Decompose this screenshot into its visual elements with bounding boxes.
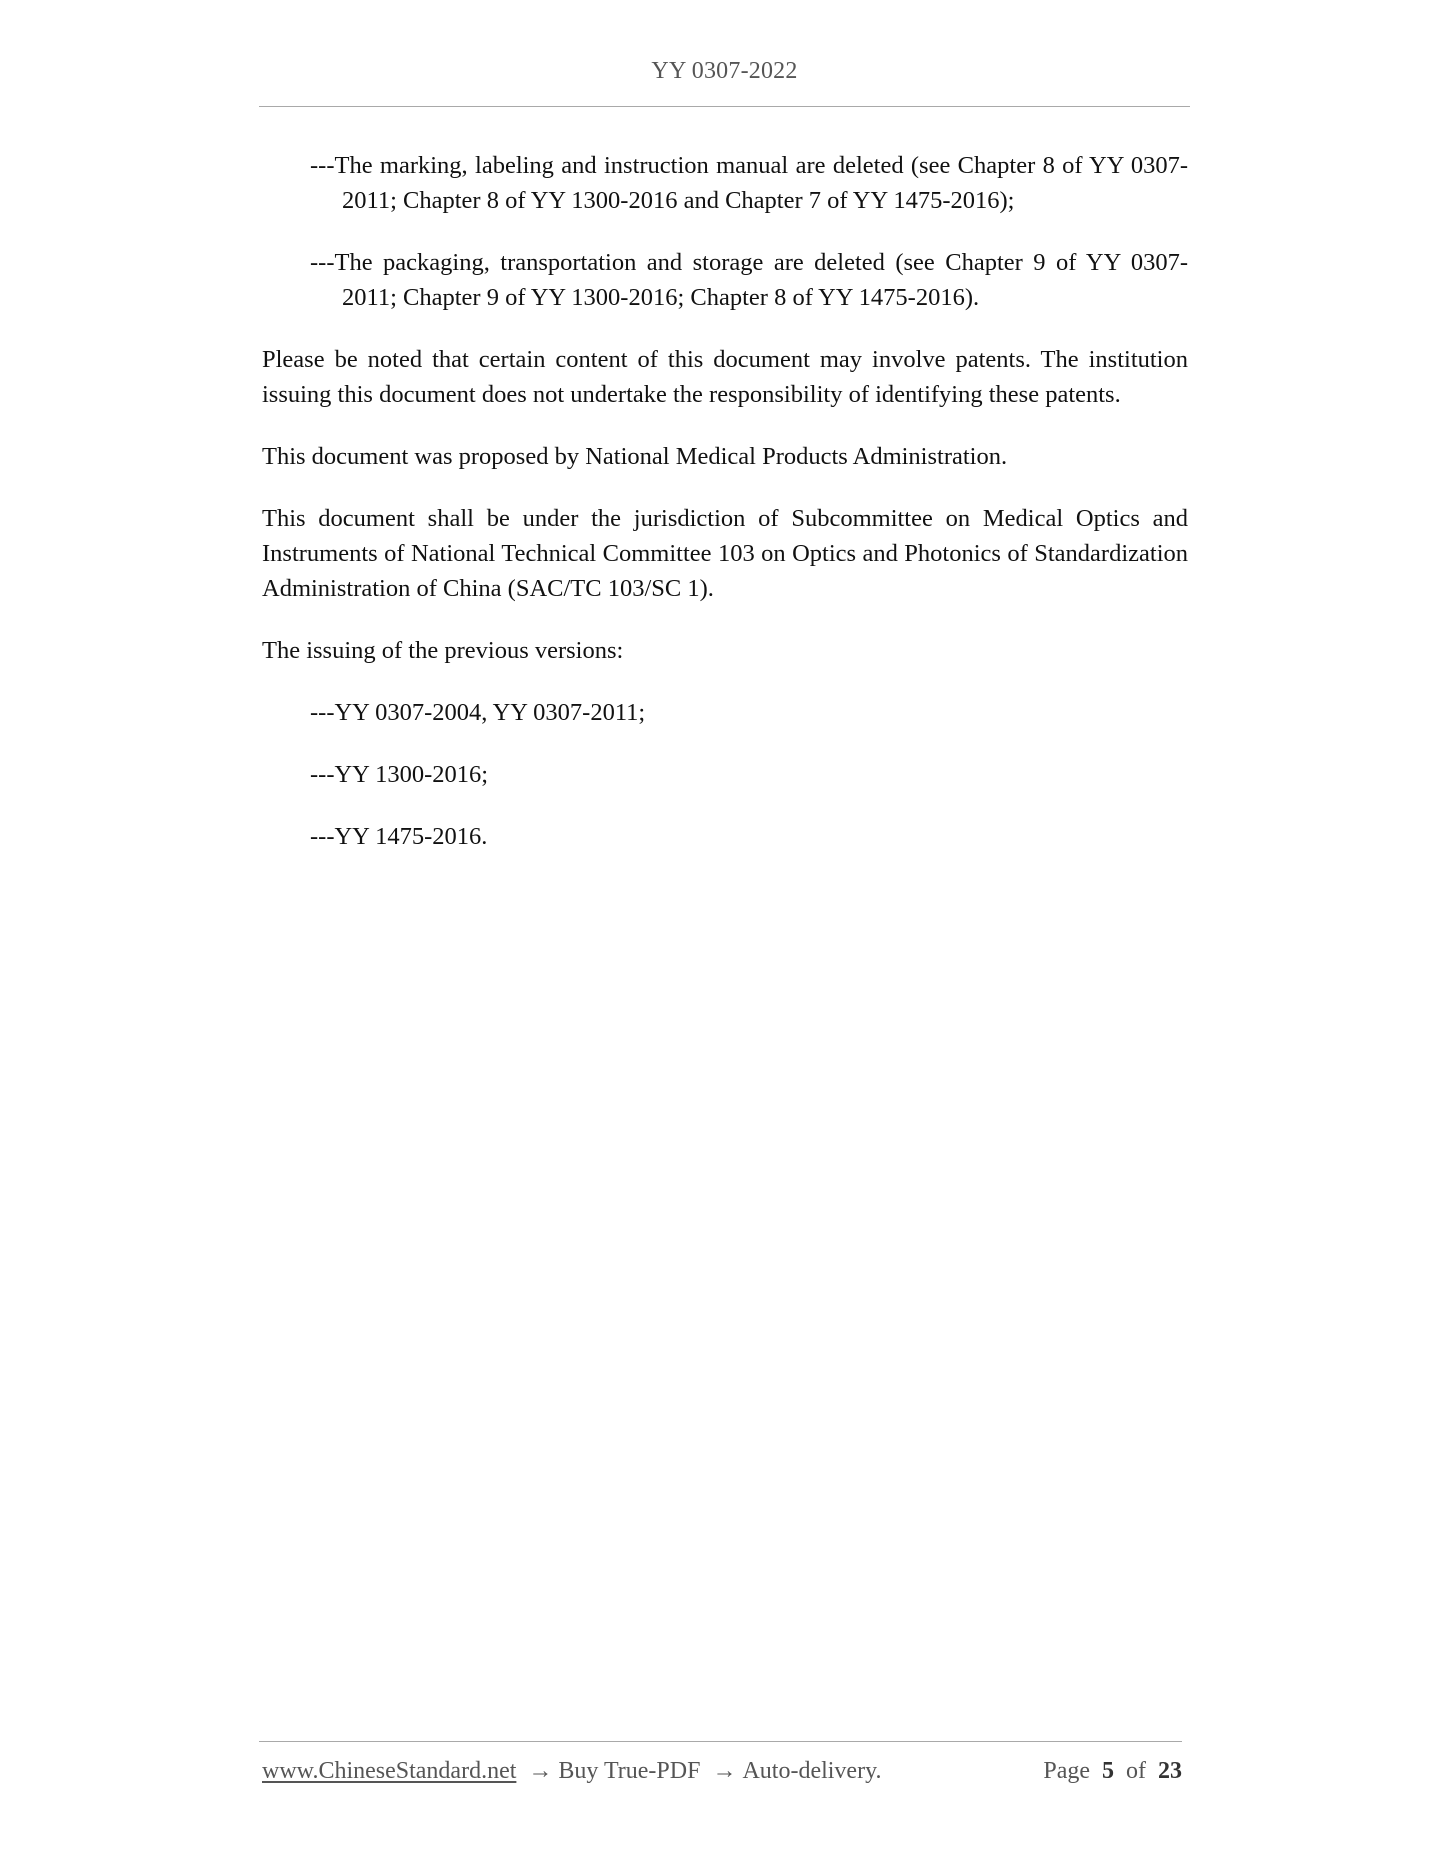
paragraph-jurisdiction: This document shall be under the jurisdiction of Subcommittee on Medical Optics and Instruments of National Technical Committee 103 on Optics and Photonics of Standardization Administration of China (SAC/TC 103/SC 1). (262, 505, 1188, 602)
document-body (262, 148, 1188, 881)
page-of-label: of (1126, 1758, 1146, 1784)
paragraph-previous-versions-intro: The issuing of the previous versions: (262, 637, 624, 664)
page-footer (262, 1758, 1182, 1785)
previous-version-item: ---YY 0307-2004, YY 0307-2011; (310, 699, 646, 726)
page-total: 23 (1158, 1758, 1182, 1784)
auto-delivery-text: Auto-delivery. (742, 1758, 882, 1784)
page-label: Page (1043, 1758, 1090, 1784)
paragraph-patents: Please be noted that certain content of this document may involve patents. The institution issuing this document does not undertake the responsibility of identifying these patents. (262, 346, 1188, 408)
footer-promo (262, 1758, 882, 1785)
buy-true-pdf-text: Buy True-PDF (558, 1758, 701, 1784)
previous-version-item: ---YY 1300-2016; (310, 761, 489, 788)
bullet-packaging-deleted: ---The packaging, transportation and storage are deleted (see Chapter 9 of YY 0307-2011; Chapter 9 of YY 1300-2016; Chapter 8 of YY 1475-2016). (310, 249, 1188, 311)
bullet-marking-deleted: ---The marking, labeling and instruction manual are deleted (see Chapter 8 of YY 0307-2011; Chapter 8 of YY 1300-2016 and Chapter 7 of YY 1475-2016); (310, 152, 1188, 214)
arrow-right-icon: → (712, 1758, 737, 1784)
previous-version-item: ---YY 1475-2016. (310, 823, 488, 850)
page-number (1043, 1758, 1182, 1785)
paragraph-proposed-by: This document was proposed by National Medical Products Administration. (262, 443, 1008, 470)
footer-divider (259, 1741, 1182, 1742)
site-link[interactable]: www.ChineseStandard.net (262, 1758, 517, 1784)
page-header-code: YY 0307-2022 (651, 58, 798, 84)
page-current: 5 (1102, 1758, 1114, 1784)
arrow-right-icon: → (528, 1758, 553, 1784)
header-divider (259, 106, 1190, 107)
